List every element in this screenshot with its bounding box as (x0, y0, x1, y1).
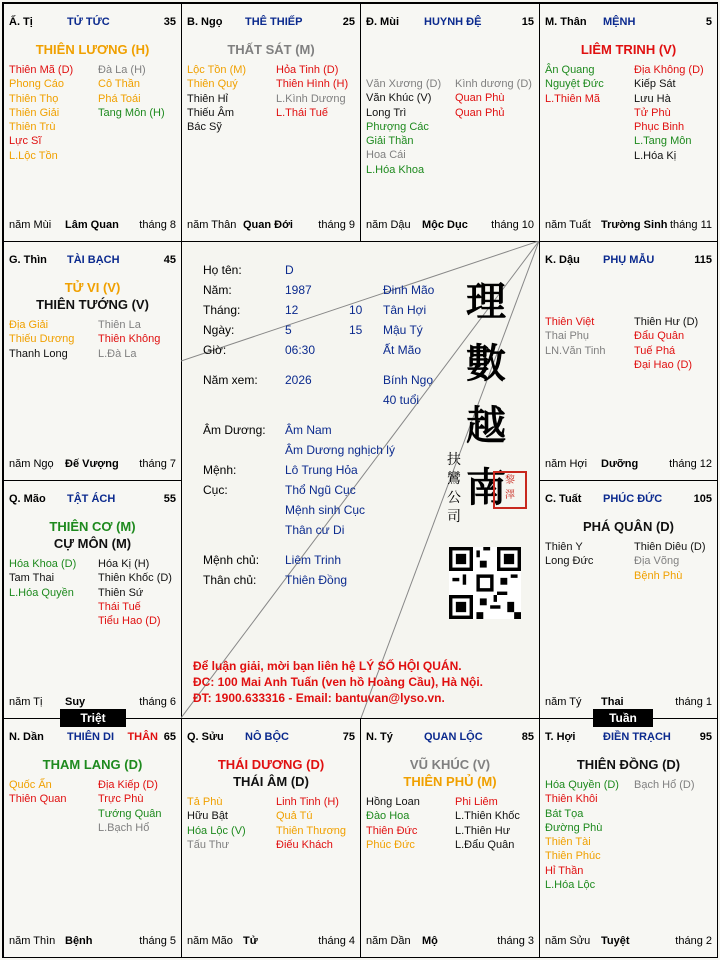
minor-star: Bác Sỹ (187, 121, 222, 134)
age-number: 35 (163, 16, 176, 28)
name-value: D (285, 263, 294, 277)
minor-star: Thiên Mã (D) (9, 64, 74, 76)
minor-star: Tiểu Hao (D) (98, 615, 161, 628)
contact-line-1: Để luận giải, mời bạn liên hệ LÝ SỐ HỘI QUÁN. (193, 659, 462, 673)
palace-name: TỬ TỨC (67, 16, 110, 28)
palace-footer (9, 458, 176, 472)
minor-star: L.Hóa Lộc (545, 879, 596, 892)
minor-star: L.Tang Môn (634, 135, 692, 148)
life-stage: Bệnh (65, 935, 93, 947)
tuan-marker: Tuần (593, 709, 653, 727)
minor-star: Thanh Long (9, 347, 68, 360)
year-label: năm Tị (9, 696, 43, 708)
palace-footer (9, 935, 176, 949)
life-stage: Tuyệt (601, 935, 630, 947)
branch-label: Ấ. Tị (9, 16, 33, 28)
minor-star: Phúc Đức (366, 838, 415, 851)
palace-cell[interactable] (3, 718, 182, 958)
minor-star: Lưu Hà (634, 92, 671, 105)
age-number: 105 (693, 493, 712, 505)
hour-label: Giờ: (203, 343, 227, 357)
minor-stars-left (545, 63, 604, 106)
minor-stars-right (634, 315, 698, 372)
age-number: 65 (163, 731, 176, 743)
minor-star: L.Thái Tuế (276, 106, 328, 119)
minor-star: Thiên Không (98, 333, 161, 346)
minor-star: Tấu Thư (187, 838, 230, 851)
month-canchi: Tân Hợi (383, 303, 427, 317)
minor-star: Phi Liêm (455, 796, 498, 808)
minor-star: Thiên Hư (D) (634, 316, 699, 328)
minor-star: Linh Tinh (H) (276, 796, 339, 808)
minor-star: Thiên Hình (H) (276, 78, 349, 91)
age-number: 5 (705, 16, 712, 28)
minor-star: Hữu Bật (187, 810, 228, 823)
year-label: năm Sửu (545, 935, 591, 947)
minor-star: Tuế Phá (634, 344, 676, 357)
name-label: Họ tên: (203, 263, 242, 277)
palace-name: THÊ THIẾP (245, 16, 303, 28)
minor-star: Kiếp Sát (634, 78, 676, 91)
year-label: năm Thân (187, 219, 237, 231)
minor-star: Thiên Thương (276, 824, 347, 837)
minor-star: Địa Võng (634, 555, 680, 568)
minor-star: Trực Phù (98, 793, 144, 806)
minor-star: Long Đức (545, 555, 594, 568)
year-label: năm Thìn (9, 935, 56, 947)
calligraphy-subtext: 扶 鸞 公 司 (447, 452, 461, 525)
main-star: THIÊN ĐỒNG (D) (576, 757, 681, 772)
minor-stars-left (545, 315, 606, 358)
hour-canchi: Ất Mão (383, 343, 422, 357)
cuc-note: Mệnh sinh Cục (285, 503, 366, 517)
palace-cell[interactable] (539, 480, 718, 719)
minor-stars-left (9, 778, 66, 807)
contact-phone-email[interactable]: ĐT: 1900.633316 - Email: bantuvan@lyso.vn. (193, 691, 445, 705)
view-year-canchi: Bính Ngọ (383, 373, 434, 387)
main-star: VŨ KHÚC (V) (409, 757, 491, 772)
branch-label: M. Thân (545, 16, 587, 28)
day-value: 5 (285, 323, 292, 337)
minor-star: Thiên Trù (9, 121, 56, 134)
main-star: CỰ MÔN (M) (53, 536, 132, 551)
age-number: 115 (694, 254, 712, 266)
cuc-value: Thổ Ngũ Cục (285, 483, 356, 497)
age-number: 15 (521, 16, 534, 28)
minor-star: Thiên Tài (545, 836, 591, 849)
palace-name: ĐIỀN TRẠCH (603, 731, 671, 743)
minor-star: Đào Hoa (366, 810, 410, 823)
life-stage: Tử (243, 935, 258, 947)
minor-star: L.Thiên Mã (545, 92, 601, 105)
month-label: tháng 8 (139, 219, 176, 231)
minor-star: Thiên Hỉ (187, 92, 228, 105)
year-label: năm Mùi (9, 219, 52, 231)
age-number: 55 (163, 493, 176, 505)
minor-star: Quốc Ấn (9, 779, 52, 791)
life-stage: Mộ (422, 935, 438, 947)
cuc-label: Cục: (203, 483, 228, 497)
minor-star: Thiên Diêu (D) (634, 541, 706, 553)
minor-star: L.Đẩu Quân (455, 838, 515, 851)
age-number: 75 (342, 731, 355, 743)
minor-star: L.Thiên Hư (455, 824, 511, 837)
minor-star: Thiên Quý (187, 78, 238, 91)
main-star: THIÊN CƠ (M) (49, 519, 136, 534)
view-year-value: 2026 (285, 373, 312, 387)
triet-marker: Triệt (60, 709, 126, 727)
branch-label: Đ. Mùi (366, 16, 399, 28)
minor-star: Phá Toái (98, 92, 141, 105)
minor-star: Phong Cáo (9, 78, 65, 91)
palace-name: PHỤ MẪU (603, 254, 655, 266)
year-canchi: Đinh Mão (383, 283, 435, 297)
month-label: tháng 4 (318, 935, 355, 947)
main-star: THÁI DƯƠNG (D) (217, 757, 325, 772)
palace-footer (545, 935, 712, 949)
amduong-label: Âm Dương: (203, 423, 266, 437)
main-star: THÁI ÂM (D) (233, 774, 309, 789)
life-stage: Dưỡng (601, 458, 639, 470)
month-label: tháng 6 (139, 696, 176, 708)
age-number: 25 (342, 16, 355, 28)
amduong-note: Âm Dương nghịch lý (285, 443, 395, 457)
month-label: tháng 3 (497, 935, 534, 947)
minor-stars-right (98, 778, 162, 835)
life-stage: Thai (601, 696, 624, 708)
palace-cell[interactable] (3, 241, 182, 481)
year-label: năm Ngọ (9, 458, 54, 470)
minor-star: Quan Phù (455, 92, 505, 105)
minor-star: Ân Quang (545, 64, 595, 76)
main-star: THIÊN LƯƠNG (H) (35, 42, 150, 57)
branch-label: T. Hợi (545, 731, 576, 743)
minor-star: Hỉ Thần (545, 864, 584, 877)
month-lunar: 10 (349, 303, 363, 317)
month-label: tháng 2 (675, 935, 712, 947)
main-star: PHÁ QUÂN (D) (583, 519, 674, 534)
minor-star: Đà La (H) (98, 64, 146, 76)
main-star: THIÊN PHỦ (M) (403, 774, 497, 789)
view-year-label: Năm xem: (203, 373, 258, 387)
minor-star: Địa Không (D) (634, 64, 704, 76)
month-label: tháng 5 (139, 935, 176, 947)
minor-stars-right (98, 63, 165, 120)
age-number: 85 (521, 731, 534, 743)
branch-label: Q. Sửu (187, 731, 224, 743)
center-info-panel (181, 241, 539, 718)
minor-star: Lực Sĩ (9, 135, 42, 148)
calligraphy-title: 理 數 越 南 (466, 278, 506, 511)
palace-cell[interactable] (360, 3, 540, 242)
minor-stars-right (98, 557, 172, 628)
year-label: năm Mão (187, 935, 233, 947)
palace-cell[interactable] (539, 3, 718, 242)
minor-star: Bát Tọa (545, 807, 584, 820)
palace-footer (545, 696, 712, 710)
minor-star: Tang Môn (H) (98, 106, 165, 119)
menh-label: Mệnh: (203, 463, 237, 477)
branch-label: G. Thìn (9, 254, 47, 266)
palace-cell[interactable] (360, 718, 540, 958)
contact-address: ĐC: 100 Mai Anh Tuấn (ven hồ Hoàng Cầu), Hà Nội. (193, 675, 484, 689)
branch-label: K. Dậu (545, 254, 580, 266)
palace-footer (187, 935, 355, 949)
minor-stars-right (634, 540, 706, 583)
age-value: 40 tuổi (383, 393, 420, 407)
minor-stars-right (634, 63, 704, 163)
minor-star: Phục Binh (634, 121, 685, 134)
minor-star: Hóa Khoa (D) (9, 558, 77, 570)
minor-star: LN.Văn Tinh (545, 344, 606, 357)
minor-star: Thiên Đức (366, 824, 418, 837)
year-label: năm Dần (366, 935, 411, 947)
minor-star: L.Kình Dương (276, 92, 346, 105)
palace-footer (187, 219, 355, 233)
minor-star: Cô Thần (98, 78, 140, 91)
hour-value: 06:30 (285, 343, 316, 357)
minor-star: L.Hóa Kị (634, 149, 677, 162)
contact-info (193, 658, 538, 706)
minor-star: Đường Phù (545, 821, 603, 834)
minor-star: Hóa Quyền (D) (545, 779, 619, 791)
thanchu-label: Thân chủ: (203, 573, 257, 587)
main-star: LIÊM TRINH (V) (580, 42, 677, 57)
minor-star: Phượng Các (366, 120, 429, 133)
month-value: 12 (285, 303, 299, 317)
palace-name: HUYNH ĐỆ (424, 16, 482, 28)
minor-star: Bệnh Phù (634, 569, 683, 582)
minor-star: Thai Phụ (545, 330, 590, 343)
day-canchi: Mậu Tý (383, 323, 423, 337)
palace-footer (366, 219, 534, 233)
minor-stars-right (634, 778, 695, 792)
minor-star: Tam Thai (9, 572, 55, 585)
main-star: THAM LANG (D) (42, 757, 143, 772)
main-star: TỬ VI (V) (64, 280, 121, 295)
life-stage: Đế Vượng (65, 458, 119, 470)
menhchu-label: Mệnh chủ: (203, 553, 260, 567)
minor-stars-right (276, 63, 348, 120)
minor-star: Lộc Tồn (M) (187, 64, 247, 76)
month-label: tháng 10 (491, 219, 534, 231)
life-stage: Lâm Quan (65, 219, 119, 231)
life-stage: Quan Đới (243, 219, 293, 231)
menhchu-value: Liêm Trinh (285, 553, 342, 567)
palace-footer (366, 935, 534, 949)
minor-star: Thiên Việt (545, 316, 595, 328)
minor-star: Tử Phù (634, 106, 671, 119)
life-stage: Trường Sinh (601, 219, 668, 231)
branch-label: B. Ngọ (187, 16, 223, 28)
palace-footer (9, 696, 176, 710)
minor-stars-right (98, 318, 160, 361)
minor-star: Thiên Giải (9, 106, 60, 119)
month-label: tháng 12 (669, 458, 712, 470)
minor-star: Thiên Thọ (9, 92, 59, 105)
minor-star: Quan Phủ (455, 106, 505, 119)
month-label: tháng 1 (675, 696, 712, 708)
red-seal: 黎 澤 (493, 471, 527, 509)
branch-label: C. Tuất (545, 493, 582, 505)
minor-stars-right (276, 795, 346, 852)
life-stage: Suy (65, 696, 86, 708)
minor-stars-left (366, 77, 441, 177)
month-label: Tháng: (203, 303, 241, 317)
day-label: Ngày: (203, 323, 235, 337)
palace-footer (9, 219, 176, 233)
palace-cell[interactable] (181, 3, 361, 242)
palace-cell[interactable] (3, 3, 182, 242)
minor-star: Đẩu Quân (634, 330, 685, 343)
minor-star: Giải Thần (366, 135, 414, 148)
minor-stars-left (9, 63, 73, 163)
year-label: năm Hợi (545, 458, 588, 470)
branch-label: N. Tý (366, 731, 393, 743)
minor-star: Văn Xương (D) (366, 78, 442, 90)
minor-stars-left (187, 795, 246, 852)
minor-star: Hóa Lộc (V) (187, 824, 246, 837)
month-label: tháng 7 (139, 458, 176, 470)
minor-star: L.Bạch Hổ (98, 821, 150, 834)
qr-code[interactable] (449, 547, 521, 619)
than-cu: Thân cư Di (285, 523, 345, 537)
minor-star: L.Thiên Khốc (455, 810, 520, 823)
palace-name: QUAN LỘC (424, 731, 483, 743)
age-number: 95 (699, 731, 712, 743)
palace-name: NÔ BỘC (245, 731, 289, 743)
minor-star: Thiên Sứ (98, 586, 144, 599)
year-label: năm Dậu (366, 219, 411, 231)
life-stage: Mộc Dục (422, 219, 468, 231)
minor-star: Địa Giải (9, 319, 49, 331)
minor-stars-left (9, 557, 76, 600)
minor-star: Hỏa Tinh (D) (276, 64, 339, 76)
minor-star: Thiên Phúc (545, 850, 601, 863)
branch-label: N. Dần (9, 731, 44, 743)
minor-star: Thiên La (98, 319, 141, 331)
day-lunar: 15 (349, 323, 363, 337)
minor-star: Kình dương (D) (455, 78, 532, 90)
minor-star: Thái Tuế (98, 600, 141, 613)
palace-footer (545, 219, 712, 233)
minor-star: Tả Phù (187, 796, 223, 808)
minor-star: Đại Hao (D) (634, 358, 693, 371)
minor-stars-left (366, 795, 420, 852)
month-label: tháng 9 (318, 219, 355, 231)
minor-star: Quả Tú (276, 810, 313, 823)
than-marker: THÂN (127, 731, 158, 743)
palace-cell[interactable] (539, 241, 718, 481)
minor-stars-right (455, 795, 520, 852)
minor-star: L.Lộc Tồn (9, 149, 58, 162)
thanchu-value: Thiên Đồng (285, 573, 348, 587)
menh-value: Lô Trung Hỏa (285, 463, 358, 477)
year-label: Năm: (203, 283, 232, 297)
minor-star: Thiên Khốc (D) (98, 572, 172, 585)
palace-cell[interactable] (3, 480, 182, 719)
branch-label: Q. Mão (9, 493, 46, 505)
minor-star: Điếu Khách (276, 838, 333, 851)
age-number: 45 (163, 254, 176, 266)
minor-star: Thiếu Dương (9, 333, 75, 346)
month-label: tháng 11 (669, 219, 712, 231)
minor-star: Bạch Hổ (D) (634, 779, 695, 791)
minor-star: Thiên Khôi (545, 793, 598, 806)
palace-name: PHÚC ĐỨC (603, 493, 663, 505)
palace-footer (545, 458, 712, 472)
palace-cell[interactable] (539, 718, 718, 958)
minor-star: Hóa Kị (H) (98, 558, 150, 570)
year-value: 1987 (285, 283, 312, 297)
minor-star: Văn Khúc (V) (366, 92, 432, 105)
palace-name: MỆNH (603, 16, 636, 28)
palace-cell[interactable] (181, 718, 361, 958)
minor-star: L.Đà La (98, 347, 137, 360)
main-star: THẤT SÁT (M) (227, 42, 315, 57)
palace-name: TẬT ÁCH (67, 493, 116, 505)
amduong-value: Âm Nam (285, 423, 332, 437)
minor-star: Thiếu Âm (187, 106, 235, 119)
minor-stars-left (187, 63, 246, 134)
main-star: THIÊN TƯỚNG (V) (36, 297, 149, 312)
minor-star: Long Trì (366, 106, 407, 119)
palace-name: THIÊN DI (67, 731, 115, 743)
minor-star: L.Hóa Quyền (9, 586, 74, 599)
minor-stars-left (545, 540, 593, 569)
minor-stars-right (455, 77, 532, 120)
minor-star: Hồng Loan (366, 796, 420, 808)
palace-name: TÀI BẠCH (67, 254, 120, 266)
minor-star: L.Hóa Khoa (366, 163, 425, 176)
minor-stars-left (545, 778, 619, 892)
minor-star: Thiên Quan (9, 793, 67, 806)
minor-star: Thiên Y (545, 541, 583, 553)
minor-star: Nguyệt Đức (545, 78, 604, 91)
year-label: năm Tuất (545, 219, 591, 231)
year-label: năm Tý (545, 696, 582, 708)
minor-star: Địa Kiếp (D) (98, 779, 158, 791)
minor-stars-left (9, 318, 74, 361)
minor-star: Tướng Quân (98, 807, 162, 820)
minor-star: Hoa Cái (366, 149, 406, 162)
